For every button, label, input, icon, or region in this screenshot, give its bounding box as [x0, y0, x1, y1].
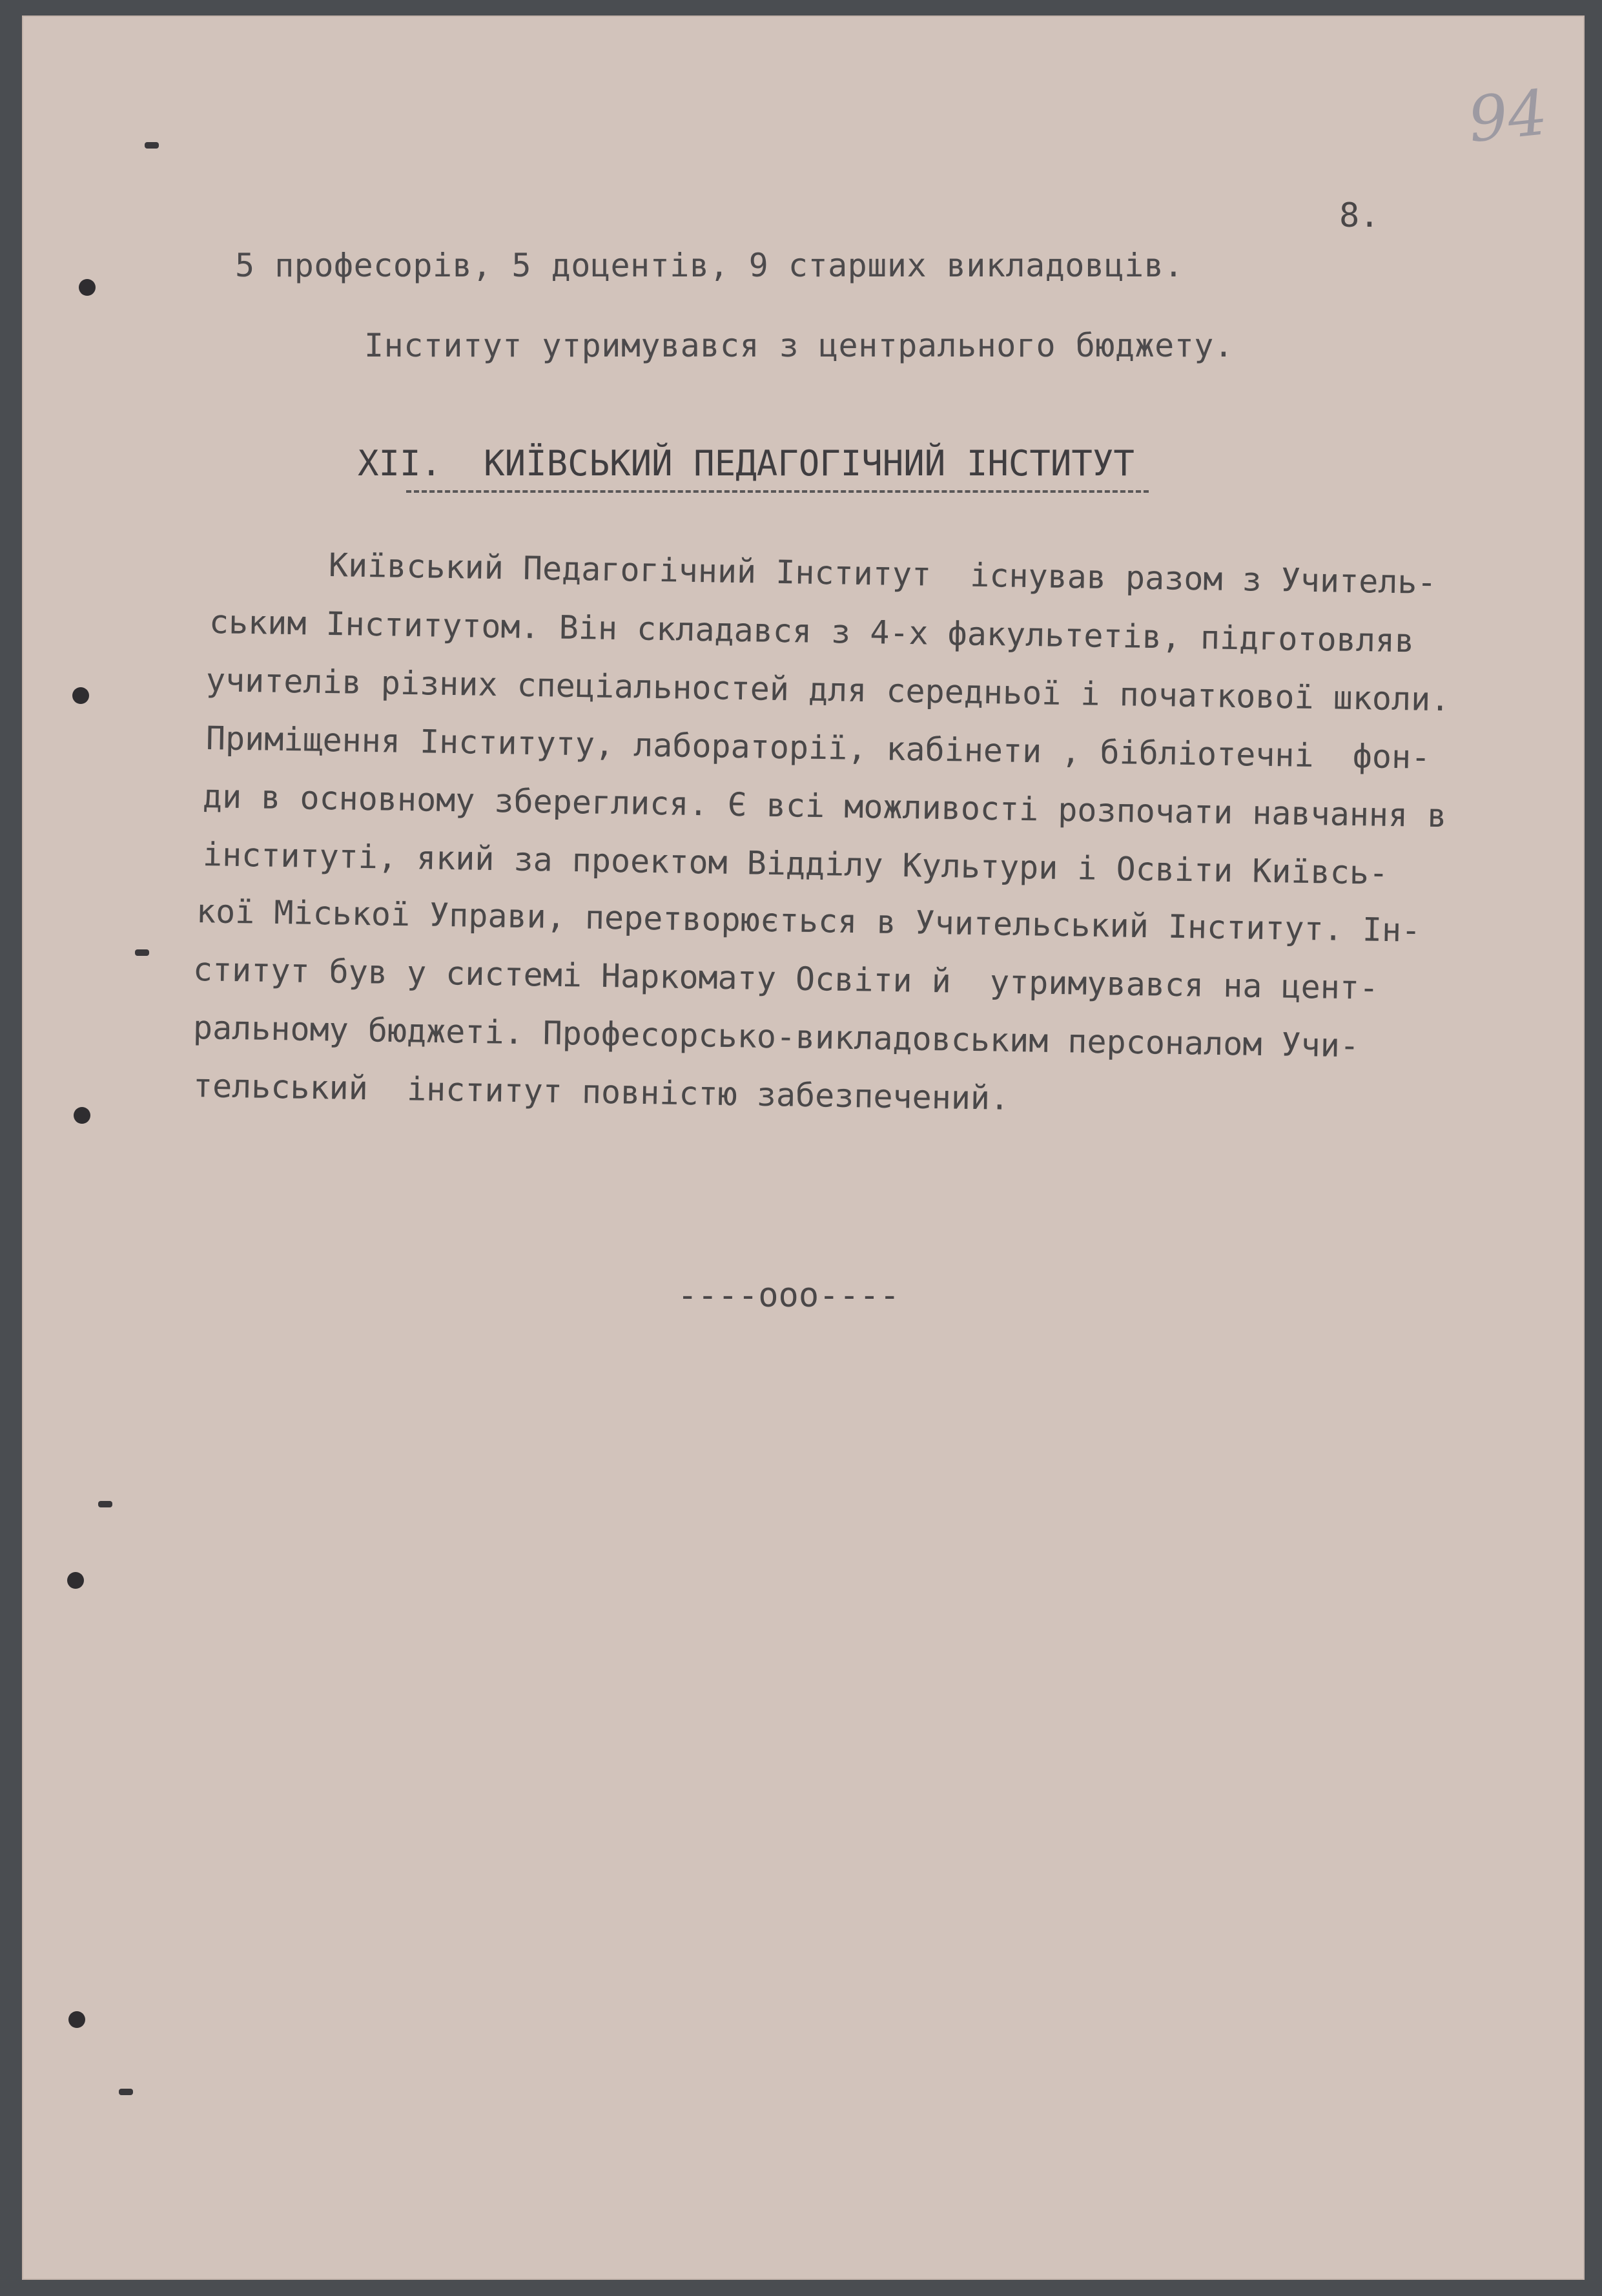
- opening-line-1: 5 професорів, 5 доцентів, 9 старших викладовців.: [235, 247, 1184, 284]
- paper-mark: [135, 949, 149, 956]
- paragraph-line-7: кої Міської Управи, перетворюється в Учительський Інститут. Ін-: [196, 893, 1421, 949]
- document-page: [22, 16, 1585, 2280]
- paragraph-line-8: ститут був у системі Наркомату Освіти й утримувався на цент-: [192, 951, 1379, 1007]
- paragraph-line-9: ральному бюджеті. Професорсько-викладовським персоналом Учи-: [192, 1009, 1360, 1065]
- paper-mark: [145, 142, 159, 149]
- page-number: 8.: [1339, 196, 1380, 235]
- paragraph-line-3: учителів різних спеціальностей для середньої і початкової школи.: [205, 661, 1450, 719]
- section-title: КИЇВСЬКИЙ ПЕДАГОГІЧНИЙ ІНСТИТУТ: [484, 443, 1135, 484]
- section-numeral: XII.: [358, 443, 442, 484]
- paragraph-line-5: ди в основному збереглися. Є всі можливості розпочати навчання в: [202, 778, 1447, 835]
- paper-mark: [119, 2089, 133, 2095]
- archive-folio-number: 94: [1464, 76, 1551, 157]
- paragraph-line-10: тельський інститут повністю забезпечений.: [192, 1067, 1010, 1117]
- opening-line-2: Інститут утримувався з центрального бюджету.: [364, 327, 1234, 364]
- heading-underline: [406, 490, 1149, 493]
- paper-mark: [98, 1501, 112, 1507]
- paragraph-line-1: Київський Педагогічний Інститут існував разом з Учитель-: [328, 546, 1437, 601]
- punch-hole: [68, 2011, 85, 2028]
- paragraph-line-2: ським Інститутом. Він складався з 4-х факультетів, підготовляв: [209, 603, 1415, 660]
- punch-hole: [74, 1107, 90, 1124]
- punch-hole: [72, 687, 89, 704]
- paragraph-line-4: Приміщення Інституту, лабораторії, кабінети , бібліотечні фон-: [205, 719, 1431, 776]
- end-divider: ----ооо----: [677, 1276, 900, 1315]
- paragraph-line-6: інституті, який за проектом Відділу Культури і Освіти Київсь-: [202, 836, 1389, 892]
- section-heading: [358, 443, 1135, 484]
- punch-hole: [67, 1572, 84, 1589]
- punch-hole: [79, 279, 96, 296]
